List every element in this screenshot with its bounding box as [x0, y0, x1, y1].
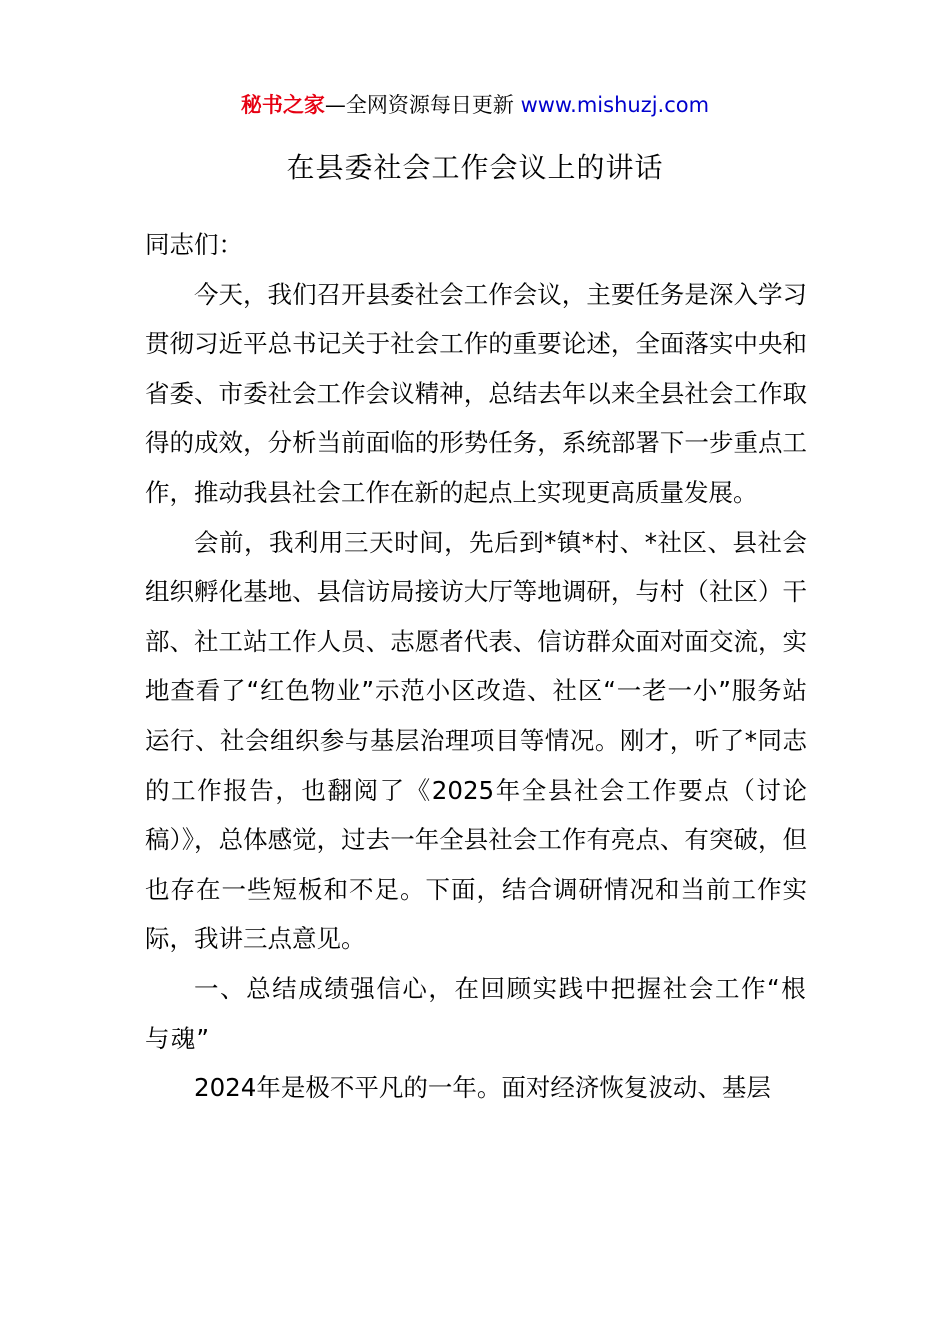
- site-header: [0, 90, 950, 120]
- document-body: [145, 220, 807, 1113]
- paragraph-2: 会前，我利用三天时间，先后到*镇*村、*社区、县社会组织孵化基地、县信访局接访大厅等地调研，与村（社区）干部、社工站工作人员、志愿者代表、信访群众面对面交流，实地查看了“红色物业”示范小区改造、社区“一老一小”服务站运行、社会组织参与基层治理项目等情况。刚才，听了*同志的工作报告，也翻阅了《2025年全县社会工作要点（讨论稿）》，总体感觉，过去一年全县社会工作有亮点、有突破，但也存在一些短板和不足。下面，结合调研情况和当前工作实际，我讲三点意见。: [145, 527, 807, 954]
- section-heading: 一、总结成绩强信心，在回顾实践中把握社会工作“根与魂”: [145, 973, 807, 1053]
- header-url-link[interactable]: www.mishuzj.com: [520, 93, 710, 117]
- salutation: 同志们：: [145, 230, 243, 259]
- paragraph-3: 2024年是极不平凡的一年。面对经济恢复波动、基层: [194, 1073, 771, 1103]
- brand-name: 秘书之家: [240, 93, 325, 117]
- header-tagline: —全网资源每日更新: [324, 93, 514, 117]
- paragraph-1: 今天，我们召开县委社会工作会议，主要任务是深入学习贯彻习近平总书记关于社会工作的重要论述，全面落实中央和省委、市委社会工作会议精神，总结去年以来全县社会工作取得的成效，分析当前面临的形势任务，系统部署下一步重点工作，推动我县社会工作在新的起点上实现更高质量发展。: [145, 279, 807, 507]
- document-title: 在县委社会工作会议上的讲话: [286, 151, 664, 184]
